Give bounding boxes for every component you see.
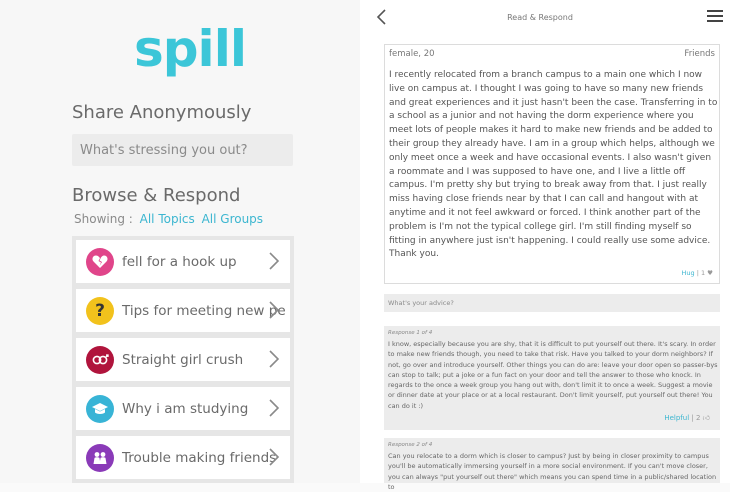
response-body: Can you relocate to a dorm which is closer to campus? Just by being in closer proximity to campus you'll be automatically immersing yourself in a more social environment. If you can't move closer, you can always "put yourself out there" which means you can spend time in a public/shared location to [388, 452, 717, 491]
divider: | [696, 269, 701, 277]
list-item[interactable] [76, 289, 290, 332]
post-card [384, 44, 720, 284]
post-author-meta: female, 20 [389, 49, 435, 59]
list-item[interactable] [76, 338, 290, 381]
response-card [384, 438, 720, 491]
spill-logo: spill [134, 20, 246, 78]
post-actions [681, 269, 713, 277]
response-actions [664, 413, 710, 422]
hug-count: 1 [700, 269, 706, 277]
helpful-count: 2 [695, 414, 701, 422]
question-mark-icon: ? [86, 297, 114, 325]
graduation-cap-icon [86, 395, 114, 423]
people-icon [86, 444, 114, 472]
list-item-label: fell for a hook up [122, 253, 237, 270]
list-item[interactable] [76, 436, 290, 479]
broken-heart-icon [86, 248, 114, 276]
divider: | [691, 414, 696, 422]
advice-input[interactable] [384, 294, 720, 312]
filter-row [74, 212, 263, 226]
response-header: Response 1 of 4 [388, 330, 433, 336]
share-input[interactable] [72, 134, 293, 166]
list-item-label: Tips for meeting new pe [122, 302, 286, 319]
heart-icon: ♥ [707, 269, 713, 277]
list-item[interactable] [76, 240, 290, 283]
hug-button[interactable]: Hug [681, 269, 695, 277]
thumbs-up-icon: 👍︎ [702, 414, 710, 422]
chevron-right-icon [268, 300, 280, 320]
page-title: Read & Respond [507, 13, 573, 22]
response-header: Response 2 of 4 [388, 442, 433, 448]
share-title: Share Anonymously [72, 102, 252, 123]
response-body: I know, especially because you are shy, that it is difficult to put yourself out there. It's scary. In order to make new friends though, you need to take that risk. Have you talked to your dorm neighbors? If not, go over and introduce yourself. Other things you can do are: leave your door open so passer-bys can stop to talk; put a joke or a fun fact on your door and tell the answer to those who knock. In regards to the once a week group you hang out with, don't limit it to once a week. Suggest a movie or dinner date at your place or at a local restaurant. Don't limit yourself, put yourself out there! You can do it :) [388, 340, 718, 410]
read-respond-panel [360, 0, 730, 491]
chevron-right-icon [268, 447, 280, 467]
chevron-right-icon [268, 398, 280, 418]
browse-title: Browse & Respond [72, 185, 241, 206]
list-item-label: Straight girl crush [122, 351, 244, 368]
filter-topics-link[interactable]: All Topics [139, 212, 195, 226]
browse-panel [0, 0, 360, 483]
chevron-right-icon [268, 251, 280, 271]
showing-label: Showing : [74, 212, 133, 226]
response-card [384, 326, 720, 430]
list-item-label: Why i am studying [122, 400, 249, 417]
filter-groups-link[interactable]: All Groups [201, 212, 264, 226]
hamburger-menu-icon[interactable] [707, 10, 723, 22]
chevron-right-icon [268, 349, 280, 369]
post-category: Friends [684, 49, 715, 59]
topic-list [72, 236, 294, 483]
post-body: I recently relocated from a branch campus to a main one which I now live on campus at. I thought I was going to have so many new friends and great experiences and it just hasn't been the case. Transferring in to a school as a junior and not having the dorm experience where you meet lots of people makes it hard to make new friends and be added to their group they already have. I am in a group which helps, although we only meet once a week and have occasional events. I also wasn't given a roommate and I was supposed to have one, and I live a little off campus. I'm pretty shy but trying to break away from that. I just really miss having close friends near by that I can call and hangout with at anytime and it not feel awkward or forced. I think another part of the problem is I'm not the typical college girl. I'm still finding myself so fitting in anywhere just isn't happening. I could really use some advice. Thank you. [389, 70, 718, 260]
helpful-button[interactable]: Helpful [664, 414, 690, 422]
list-item-label: Trouble making friends [122, 449, 277, 466]
list-item[interactable] [76, 387, 290, 430]
gender-symbols-icon [86, 346, 114, 374]
